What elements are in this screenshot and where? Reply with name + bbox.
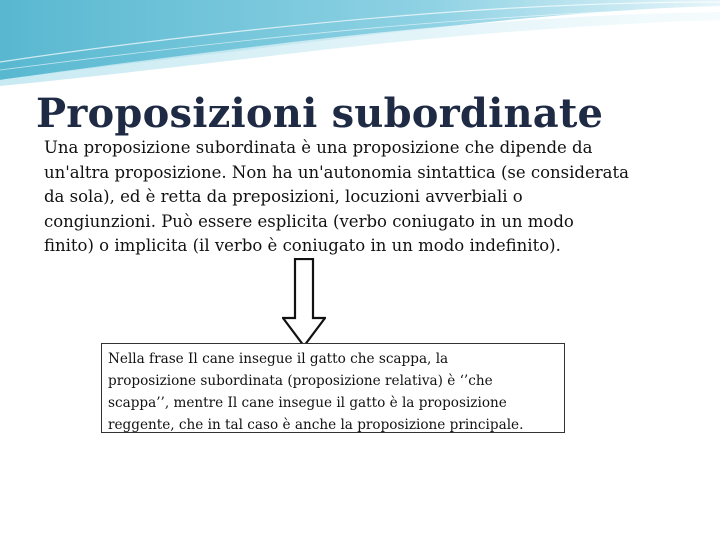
example-line: reggente, che in tal caso è anche la proposizione principale. bbox=[108, 417, 524, 433]
slide-title: Proposizioni subordinate bbox=[36, 90, 604, 137]
example-line: Nella frase Il cane insegue il gatto che scappa, la bbox=[108, 351, 449, 367]
example-box bbox=[101, 343, 565, 433]
body-line: finito) o implicita (il verbo è coniugato in un modo indefinito). bbox=[44, 236, 561, 255]
example-line: proposizione subordinata (proposizione relativa) è ‘’che bbox=[108, 373, 493, 389]
example-line: scappa’’, mentre Il cane insegue il gatto è la proposizione bbox=[108, 395, 507, 411]
body-line: da sola), ed è retta da preposizioni, locuzioni avverbiali o bbox=[44, 187, 523, 206]
down-arrow-icon bbox=[282, 258, 326, 348]
header-wave-decoration bbox=[0, 0, 720, 90]
body-line: un'altra proposizione. Non ha un'autonomia sintattica (se considerata bbox=[44, 162, 629, 182]
body-line: congiunzioni. Può essere esplicita (verbo coniugato in un modo bbox=[44, 211, 574, 231]
body-paragraph bbox=[44, 136, 684, 259]
body-line: Una proposizione subordinata è una proposizione che dipende da bbox=[44, 138, 593, 157]
